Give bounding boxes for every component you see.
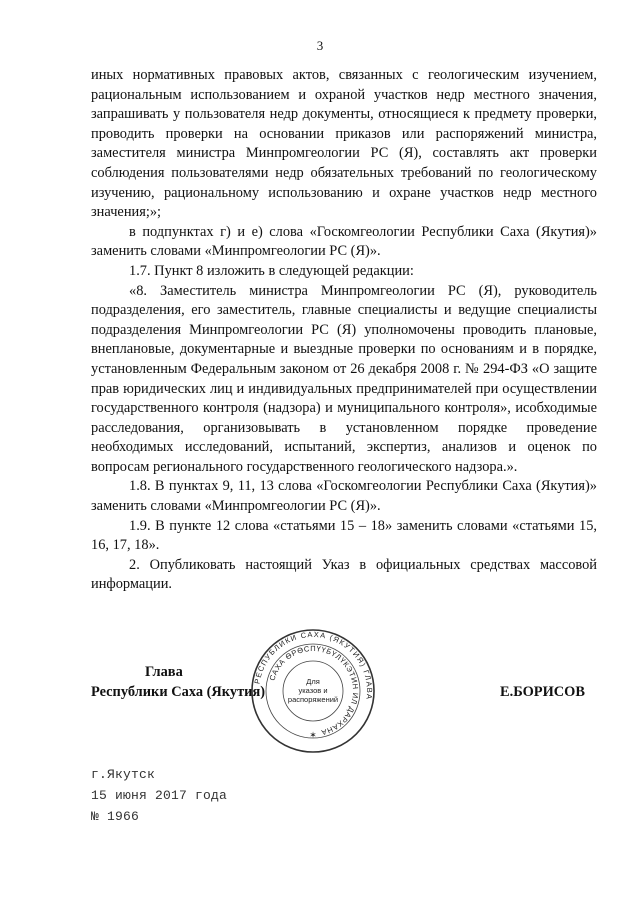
page-number: 3: [316, 38, 324, 53]
seal-inner-text: САХА ӨРӨСПҮҮБҮЛҮКЭТИН ИЛ ДАРХАНА: [267, 643, 361, 738]
paragraph-point-8: «8. Заместитель министра Минпромгеологии РС (Я), руководитель подразделения, его заместитель, главные специалисты и ведущие специалисты подразделения Минпромгеологии РС (Я) уполномочены проводить плановые, внеплановые, документарные и выездные проверки по основаниям и в порядке, установленным Федеральным законом от 26 декабря 2008 г. № 294-ФЗ «О защите прав юридических лиц и индивидуальных предпринимателей при осуществлении государственного контроля (надзора) и муниципального контроля», исобходимые расследования, организовывать в установленном порядке проведение необходимых исследований, испытаний, экспертиз, анализов и оценок по вопросам регионального государственного геологического надзора.».: [91, 282, 597, 475]
seal-outer-text: РЕСПУБЛИКИ САХА (ЯКУТИЯ) ГЛАВА: [252, 629, 375, 701]
seal-center-line3: распоряжений: [287, 695, 339, 704]
signature-title-line2: Республики Саха (Якутия): [91, 684, 266, 700]
paragraph-continuation: иных нормативных правовых актов, связанных с геологическим изучением, рациональным использованием и охраной участков недр местного значения, запрашивать у пользователя недр документы, относящиеся к предмету проверки, проводить проверки на основании приказов или распоряжений министра, заместителя министра Минпромгеологии РС (Я), составлять акт проверки соблюдения пользователями недр обязательных требований по геологическому изучению, рациональному использованию и охране участков недр местного значения;»;: [91, 67, 597, 221]
paragraph-1-9: 1.9. В пункте 12 слова «статьями 15 – 18» заменить словами «статьями 15, 16, 17, 18».: [91, 517, 597, 554]
paragraph-subpoints: в подпунктах г) и е) слова «Госкомгеологии Республики Саха (Якутия)» заменить словами «Минпромгеологии РС (Я)».: [91, 223, 597, 260]
seal-star-icon: ✶: [309, 730, 317, 740]
footer-city: г.Якутск: [91, 767, 156, 782]
official-seal: [250, 628, 376, 754]
paragraph-1-8: 1.8. В пунктах 9, 11, 13 слова «Госкомгеологии Республики Саха (Якутия)» заменить словами «Минпромгеологии РС (Я)».: [91, 478, 597, 515]
signature-title-line1: Глава: [145, 664, 183, 680]
signature-name: Е.БОРИСОВ: [500, 684, 585, 700]
footer-date: 15 июня 2017 года: [91, 788, 228, 803]
paragraph-2: 2. Опубликовать настоящий Указ в официальных средствах массовой информации.: [91, 556, 597, 593]
paragraph-1-7: 1.7. Пункт 8 изложить в следующей редакции:: [129, 262, 414, 279]
seal-center-line2: указов и: [298, 686, 328, 695]
seal-center-line1: Для: [306, 677, 320, 686]
document-body: [91, 66, 597, 595]
footer-number: № 1966: [91, 809, 140, 824]
